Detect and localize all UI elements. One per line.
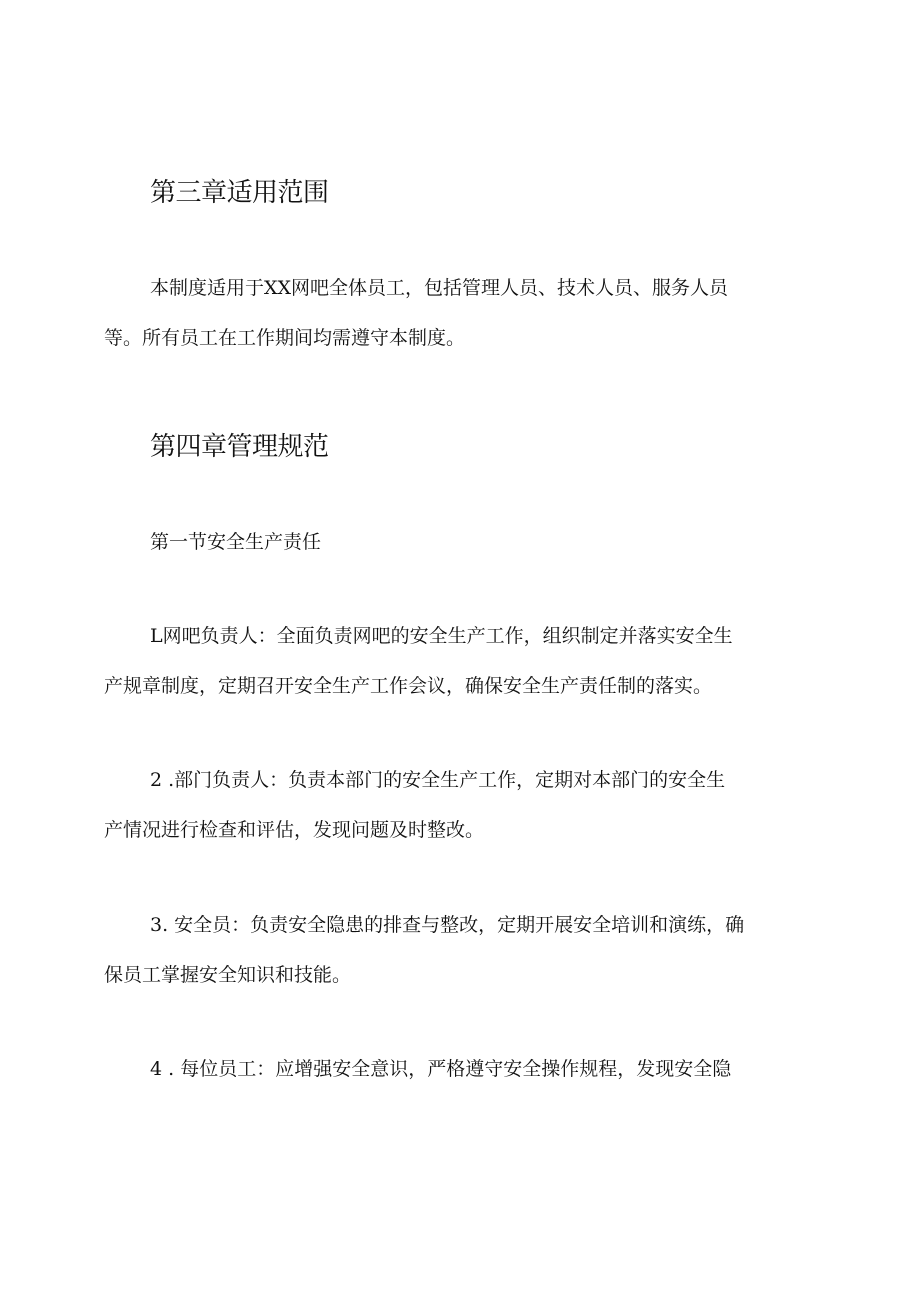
paragraph-line: 2 .部门负责人：负责本部门的安全生产工作，定期对本部门的安全生 xyxy=(150,769,726,791)
paragraph-line: 产情况进行检查和评估，发现问题及时整改。 xyxy=(104,819,485,841)
paragraph-line: 保员工掌握安全知识和技能。 xyxy=(104,964,352,986)
responsibility-item-3 xyxy=(104,900,820,1000)
responsibility-item-2 xyxy=(104,755,820,855)
paragraph-line: L网吧负责人：全面负责网吧的安全生产工作，组织制定并落实安全生 xyxy=(150,625,733,647)
chapter-3-paragraph xyxy=(104,263,820,363)
paragraph-line: 本制度适用于XX网吧全体员工，包括管理人员、技术人员、服务人员 xyxy=(150,277,729,299)
paragraph-line: 3. 安全员：负责安全隐患的排查与整改，定期开展安全培训和演练，确 xyxy=(150,914,745,936)
paragraph-line: 等。所有员工在工作期间均需遵守本制度。 xyxy=(104,327,466,349)
chapter-4-heading: 第四章管理规范 xyxy=(150,432,329,462)
paragraph-line: 4 . 每位员工：应增强安全意识，严格遵守安全操作规程，发现安全隐 xyxy=(150,1058,732,1080)
section-1-heading: 第一节安全生产责任 xyxy=(150,531,322,553)
responsibility-item-4 xyxy=(104,1044,820,1094)
chapter-3-heading: 第三章适用范围 xyxy=(150,178,329,208)
responsibility-item-1 xyxy=(104,611,820,711)
paragraph-line: 产规章制度，定期召开安全生产工作会议，确保安全生产责任制的落实。 xyxy=(104,675,713,697)
